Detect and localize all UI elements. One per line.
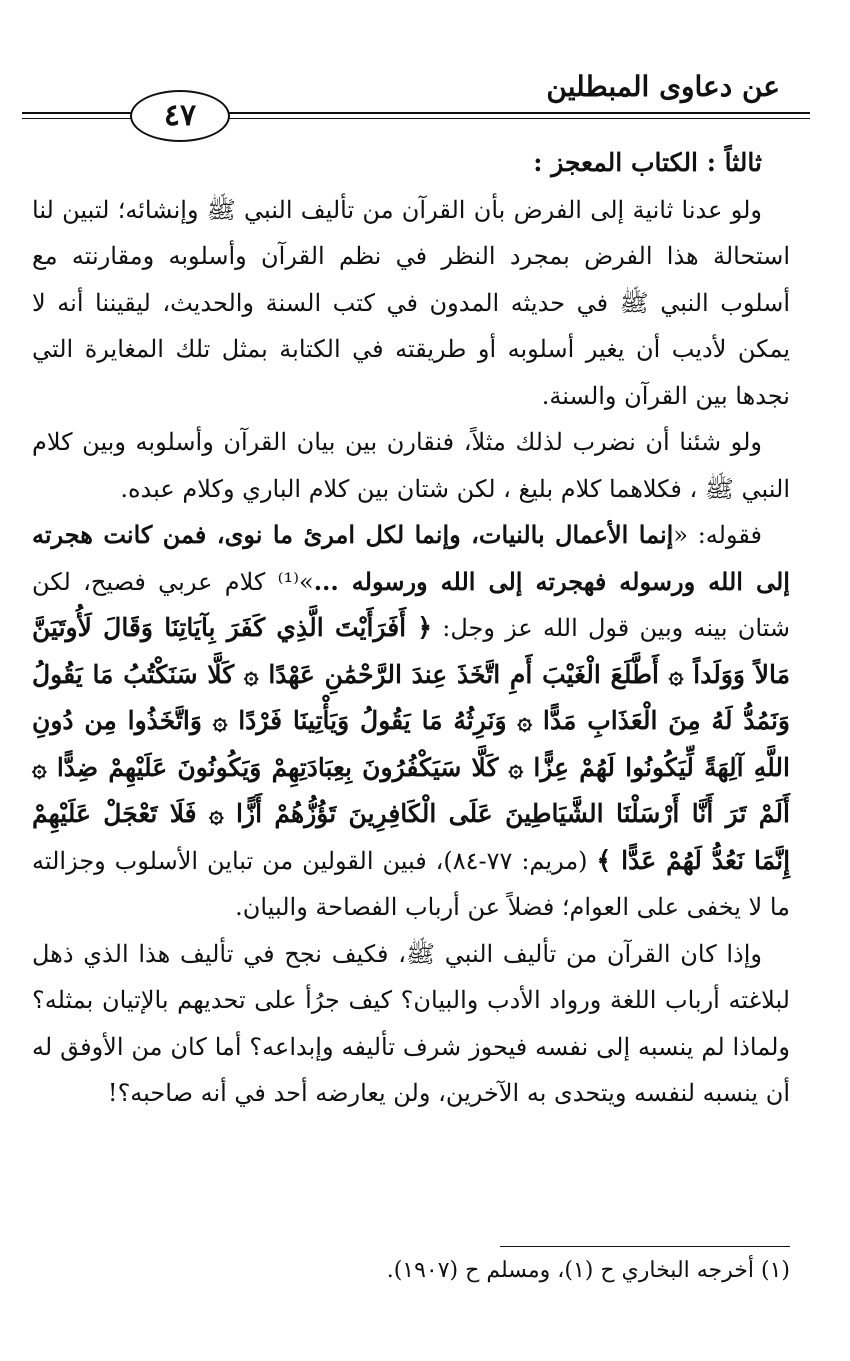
paragraph-1: ولو عدنا ثانية إلى الفرض بأن القرآن من تأليف النبي ﷺ وإنشائه؛ لتبين لنا استحالة هذا الفرض بمجرد النظر في نظم القرآن وأسلوبه ومقارنته مع أسلوب النبي ﷺ في حديثه المدون في كتب السنة والحديث، ليقيننا أنه لا يمكن لأديب أن يغير أسلوبه أو طريقته في الكتابة بمثل تلك المغايرة التي نجدها بين القرآن والسنة.	[32, 195, 790, 410]
hadith-open: فقوله: «	[673, 521, 762, 549]
running-title: عن دعاوى المبطلين	[546, 70, 780, 103]
paragraph-4: وإذا كان القرآن من تأليف النبي ﷺ، فكيف نجح في تأليف هذا الذي ذهل لبلاغته أرباب اللغة ورواد الأدب والبيان؟ كيف جرُأ على تحديهم بالإتيان بمثله؟ ولماذا لم ينسبه إلى نفسه فيحوز شرف تأليفه وإبداعه؟ أما كان من الأوفق له أن ينسبه لنفسه ويتحدى به الآخرين، ولن يعارضه أحد في أنه صاحبه؟!	[32, 939, 790, 1107]
verse-citation: (مريم: ٧٧-٨٤)، فبين القولين من تباين الأسلوب وجزالته ما لا يخفى على العوام؛ فضلاً عن أرباب الفصاحة والبيان.	[32, 846, 790, 921]
footnote-divider	[500, 1246, 790, 1247]
paragraph-3	[32, 512, 790, 931]
page-body	[32, 140, 790, 1117]
hadith-close: »⁽¹⁾ كلام عربي فصيح، لكن شتان بينه وبين قول الله عز وجل:	[32, 567, 791, 642]
quran-verse: ﴿ أَفَرَأَيْتَ الَّذِي كَفَرَ بِآيَاتِنَا وَقَالَ لَأُوتَيَنَّ مَالاً وَوَلَداً ۞ أَطَّلَعَ الْغَيْبَ أَمِ اتَّخَذَ عِندَ الرَّحْمَٰنِ عَهْدًا ۞ كَلَّا سَنَكْتُبُ مَا يَقُولُ وَنَمُدُّ لَهُ مِنَ الْعَذَابِ مَدًّا ۞ وَنَرِثُهُ مَا يَقُولُ وَيَأْتِينَا فَرْدًا ۞ وَاتَّخَذُوا مِن دُونِ اللَّهِ آلِهَةً لِّيَكُونُوا لَهُمْ عِزًّا ۞ كَلَّا سَيَكْفُرُونَ بِعِبَادَتِهِمْ وَيَكُونُونَ عَلَيْهِمْ ضِدًّا ۞ أَلَمْ تَرَ أَنَّا أَرْسَلْنَا الشَّيَاطِينَ عَلَى الْكَافِرِينَ تَؤُزُّهُمْ أَزًّا ۞ فَلَا تَعْجَلْ عَلَيْهِمْ إِنَّمَا نَعُدُّ لَهُمْ عَدًّا ﴾	[32, 613, 791, 875]
page-header	[22, 62, 780, 132]
page-number: ٤٧	[130, 90, 230, 142]
footnote: (١) أخرجه البخاري ح (١)، ومسلم ح (١٩٠٧).	[386, 1258, 790, 1283]
paragraph-2: ولو شئنا أن نضرب لذلك مثلاً، فنقارن بين بيان القرآن وأسلوبه وبين كلام النبي ﷺ ، فكلاهما كلام بليغ ، لكن شتان بين كلام الباري وكلام عبده.	[32, 428, 790, 503]
section-title: ثالثاً : الكتاب المعجز :	[533, 148, 762, 177]
hadith-text: إنما الأعمال بالنيات، وإنما لكل امرئ ما نوى، فمن كانت هجرته إلى الله ورسوله فهجرته إلى الله ورسوله ...	[32, 520, 790, 596]
